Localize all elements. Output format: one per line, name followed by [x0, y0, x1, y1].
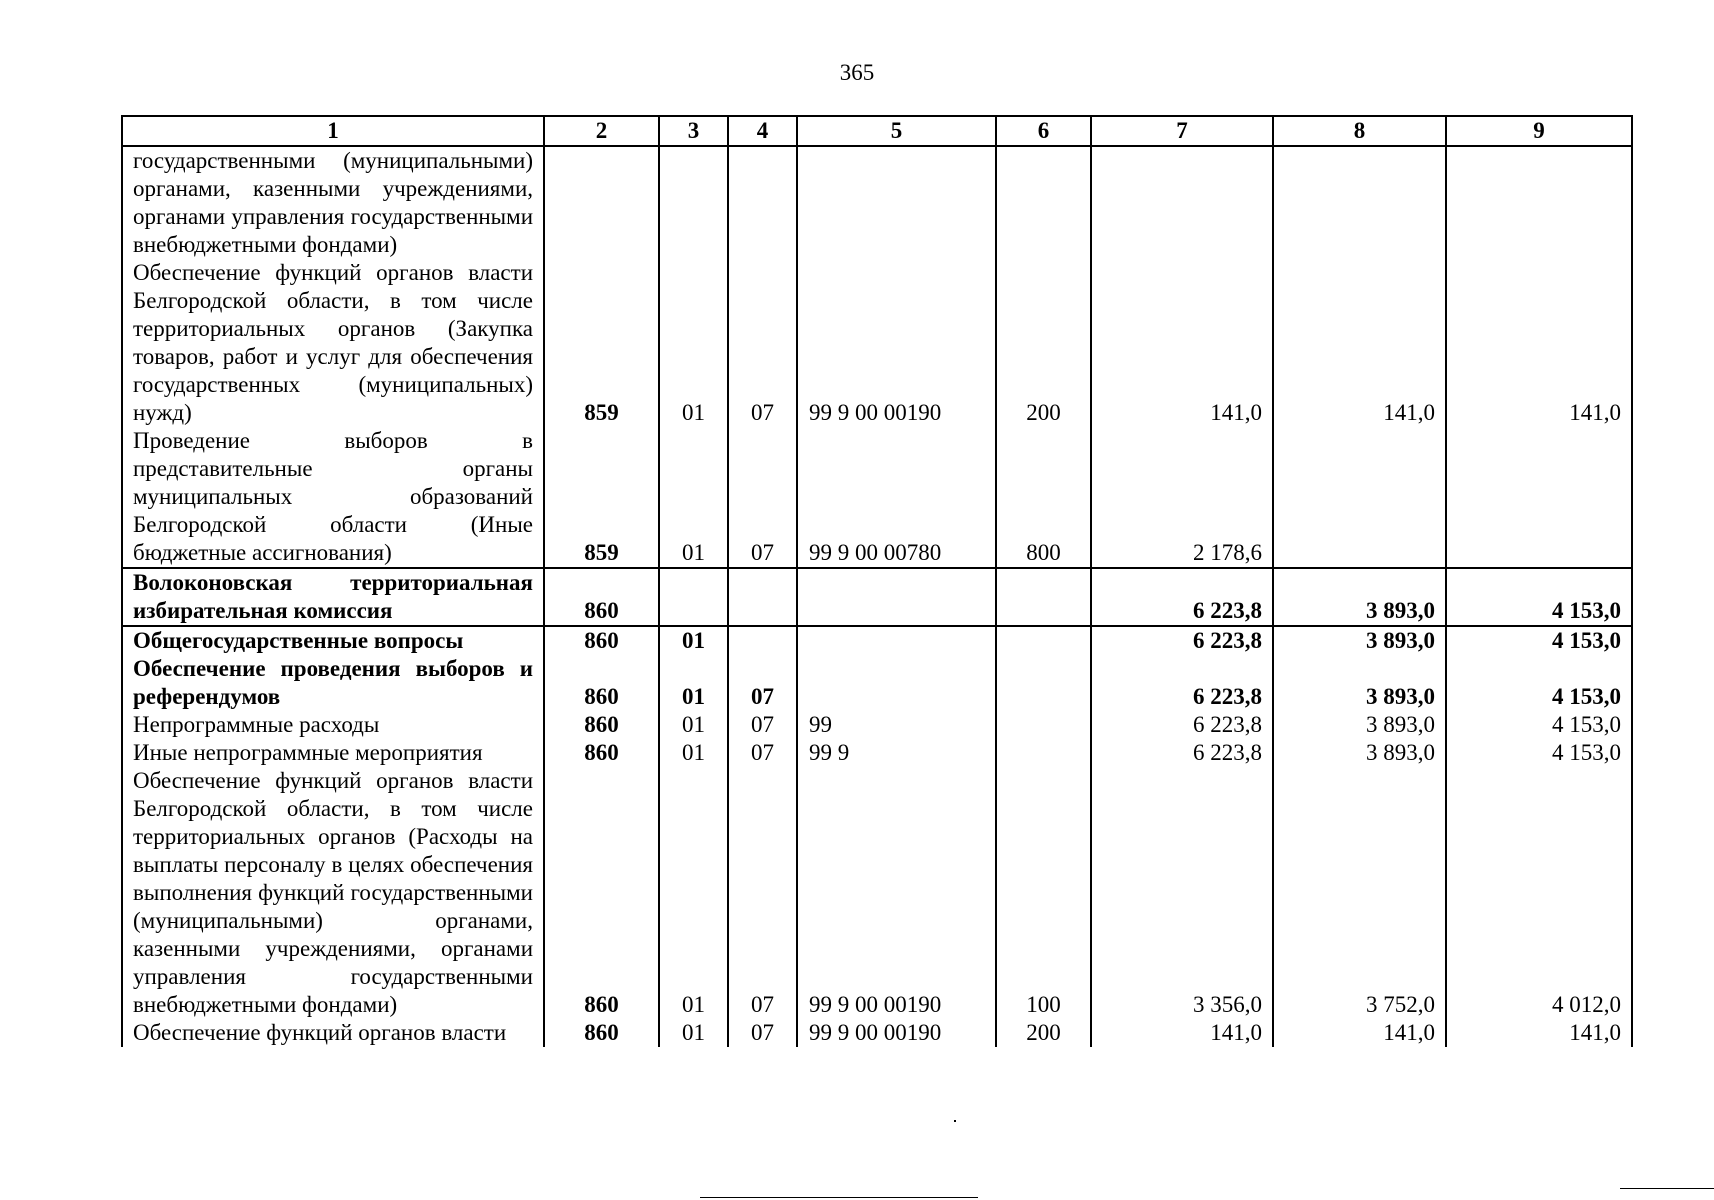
cell-target-article	[797, 626, 996, 655]
cell-amount-year-2: 3 893,0	[1273, 568, 1446, 626]
row-description: Общегосударственные вопросы	[122, 626, 544, 655]
cell-amount-year-3	[1446, 427, 1632, 568]
cell-amount-year-3: 4 153,0	[1446, 626, 1632, 655]
cell-amount-year-1: 6 223,8	[1091, 711, 1273, 739]
row-description: Обеспечение функций органов власти Белгородской области, в том числе территориальных органов (Расходы на выплаты персоналу в целях обеспечения выполнения функций государственными (муниципальными) органами, казенными учреждениями, органами управления государственными внебюджетными фондами)	[122, 767, 544, 1019]
cell-amount-year-3: 4 153,0	[1446, 655, 1632, 711]
cell-amount-year-1: 141,0	[1091, 1019, 1273, 1047]
cell-subsection: 07	[728, 655, 797, 711]
cell-amount-year-2: 3 893,0	[1273, 655, 1446, 711]
cell-amount-year-2	[1273, 146, 1446, 259]
cell-subsection: 07	[728, 711, 797, 739]
cell-subsection: 07	[728, 259, 797, 427]
row-description: Обеспечение функций органов власти Белгородской области, в том числе территориальных органов (Закупка товаров, работ и услуг для обеспечения государственных (муниципальных) нужд)	[122, 259, 544, 427]
cell-amount-year-3: 4 153,0	[1446, 739, 1632, 767]
table-row	[122, 626, 1632, 655]
cell-section: 01	[659, 427, 728, 568]
cell-ministry-code: 860	[544, 711, 659, 739]
cell-section	[659, 146, 728, 259]
cell-expense-type: 100	[996, 767, 1091, 1019]
cell-amount-year-1: 6 223,8	[1091, 568, 1273, 626]
page-number: 365	[839, 60, 875, 85]
row-description: Проведение выборов в представительные органы муниципальных образований Белгородской области (Иные бюджетные ассигнования)	[122, 427, 544, 568]
row-description: государственными (муниципальными) органами, казенными учреждениями, органами управления государственными внебюджетными фондами)	[122, 146, 544, 259]
cell-target-article: 99 9 00 00190	[797, 1019, 996, 1047]
cell-ministry-code: 860	[544, 568, 659, 626]
cell-amount-year-2: 3 752,0	[1273, 767, 1446, 1019]
cell-target-article: 99	[797, 711, 996, 739]
table-row	[122, 427, 1632, 568]
cell-ministry-code: 860	[544, 655, 659, 711]
cell-amount-year-3: 4 153,0	[1446, 711, 1632, 739]
cell-amount-year-3: 4 153,0	[1446, 568, 1632, 626]
cell-subsection: 07	[728, 739, 797, 767]
row-description: Обеспечение функций органов власти	[122, 1019, 544, 1047]
cell-amount-year-3: 141,0	[1446, 259, 1632, 427]
cell-section: 01	[659, 655, 728, 711]
cell-target-article: 99 9 00 00190	[797, 767, 996, 1019]
table-row	[122, 767, 1632, 1019]
table-row	[122, 1019, 1632, 1047]
cell-amount-year-2: 141,0	[1273, 259, 1446, 427]
table-row	[122, 655, 1632, 711]
cell-expense-type	[996, 568, 1091, 626]
table-row	[122, 146, 1632, 259]
cell-amount-year-1: 6 223,8	[1091, 655, 1273, 711]
cell-expense-type	[996, 146, 1091, 259]
column-header-3: 3	[659, 116, 728, 146]
cell-expense-type	[996, 655, 1091, 711]
cell-expense-type	[996, 739, 1091, 767]
cell-subsection: 07	[728, 427, 797, 568]
cell-ministry-code: 859	[544, 427, 659, 568]
table-row	[122, 739, 1632, 767]
cell-target-article: 99 9 00 00780	[797, 427, 996, 568]
cell-amount-year-2: 3 893,0	[1273, 711, 1446, 739]
cell-amount-year-1	[1091, 146, 1273, 259]
cell-amount-year-3	[1446, 146, 1632, 259]
row-description: Непрограммные расходы	[122, 711, 544, 739]
column-header-4: 4	[728, 116, 797, 146]
column-header-2: 2	[544, 116, 659, 146]
cell-subsection	[728, 146, 797, 259]
cell-amount-year-1: 2 178,6	[1091, 427, 1273, 568]
scan-artifact-line	[1620, 1188, 1714, 1189]
column-header-6: 6	[996, 116, 1091, 146]
cell-target-article: 99 9	[797, 739, 996, 767]
column-header-9: 9	[1446, 116, 1632, 146]
cell-amount-year-1: 6 223,8	[1091, 626, 1273, 655]
budget-table	[121, 115, 1633, 1047]
cell-ministry-code: 860	[544, 767, 659, 1019]
cell-section	[659, 568, 728, 626]
cell-amount-year-1: 141,0	[1091, 259, 1273, 427]
cell-target-article	[797, 146, 996, 259]
cell-expense-type: 800	[996, 427, 1091, 568]
scan-artifact-line	[700, 1197, 978, 1198]
cell-subsection	[728, 626, 797, 655]
cell-amount-year-2: 141,0	[1273, 1019, 1446, 1047]
cell-amount-year-1: 6 223,8	[1091, 739, 1273, 767]
cell-subsection	[728, 568, 797, 626]
cell-ministry-code: 859	[544, 259, 659, 427]
cell-section: 01	[659, 739, 728, 767]
column-header-5: 5	[797, 116, 996, 146]
cell-subsection: 07	[728, 767, 797, 1019]
table-header-row	[122, 116, 1632, 146]
cell-ministry-code: 860	[544, 1019, 659, 1047]
cell-target-article	[797, 655, 996, 711]
cell-section: 01	[659, 711, 728, 739]
row-description: Обеспечение проведения выборов и референдумов	[122, 655, 544, 711]
cell-amount-year-2	[1273, 427, 1446, 568]
cell-expense-type	[996, 711, 1091, 739]
scan-artifact-dot	[954, 1120, 956, 1122]
column-header-7: 7	[1091, 116, 1273, 146]
cell-amount-year-3: 4 012,0	[1446, 767, 1632, 1019]
cell-ministry-code: 860	[544, 626, 659, 655]
cell-expense-type	[996, 626, 1091, 655]
cell-amount-year-1: 3 356,0	[1091, 767, 1273, 1019]
table-row	[122, 568, 1632, 626]
cell-section: 01	[659, 626, 728, 655]
cell-section: 01	[659, 767, 728, 1019]
column-header-1: 1	[122, 116, 544, 146]
column-header-8: 8	[1273, 116, 1446, 146]
table-row	[122, 259, 1632, 427]
cell-subsection: 07	[728, 1019, 797, 1047]
row-description: Волоконовская территориальная избирательная комиссия	[122, 568, 544, 626]
cell-amount-year-2: 3 893,0	[1273, 739, 1446, 767]
cell-expense-type: 200	[996, 259, 1091, 427]
table-row	[122, 711, 1632, 739]
cell-section: 01	[659, 1019, 728, 1047]
cell-target-article	[797, 568, 996, 626]
cell-ministry-code: 860	[544, 739, 659, 767]
cell-section: 01	[659, 259, 728, 427]
cell-amount-year-3: 141,0	[1446, 1019, 1632, 1047]
cell-amount-year-2: 3 893,0	[1273, 626, 1446, 655]
cell-expense-type: 200	[996, 1019, 1091, 1047]
cell-target-article: 99 9 00 00190	[797, 259, 996, 427]
cell-ministry-code	[544, 146, 659, 259]
row-description: Иные непрограммные мероприятия	[122, 739, 544, 767]
